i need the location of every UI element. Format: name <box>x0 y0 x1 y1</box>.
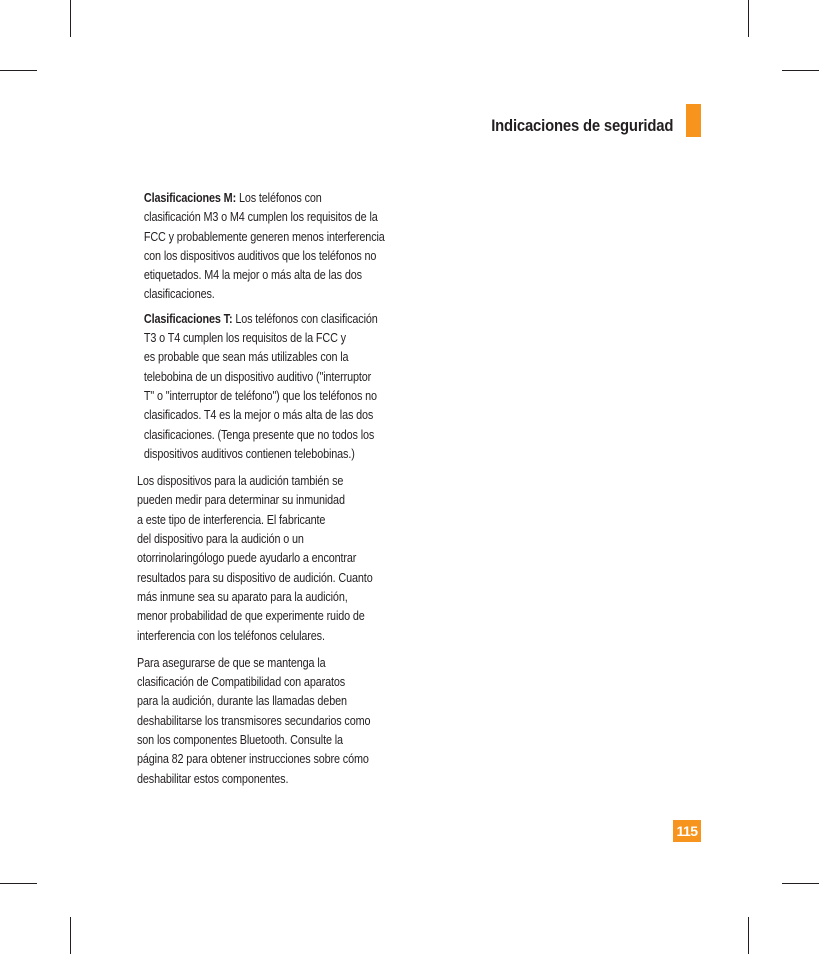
section-title: Indicaciones de seguridad <box>490 117 673 135</box>
text-line: es probable que sean más utilizables con la <box>143 350 349 365</box>
crop-mark-top-left-vertical <box>70 0 71 37</box>
text-line: Para asegurarse de que se mantenga la <box>137 655 326 670</box>
crop-mark-bottom-right-horizontal <box>782 883 819 884</box>
spacer <box>137 464 419 472</box>
crop-mark-top-left-horizontal <box>0 70 37 71</box>
text-line: con los dispositivos auditivos que los teléfonos no <box>143 248 377 263</box>
section-tab-marker <box>686 104 701 137</box>
bluetooth-disable-paragraph <box>137 654 409 789</box>
text-line: clasificaciones. <box>143 287 215 302</box>
text-line: telebobina de un dispositivo auditivo ("interruptor <box>143 369 372 384</box>
text-line: etiquetados. M4 la mejor o más alta de las dos <box>143 268 362 283</box>
spacer <box>137 646 419 654</box>
text-line: Los teléfonos con clasificación <box>232 311 378 326</box>
text-line: son los componentes Bluetooth. Consulte la <box>137 733 343 748</box>
text-line: más inmune sea su aparato para la audición, <box>137 589 348 604</box>
text-line: T3 o T4 cumplen los requisitos de la FCC y <box>143 331 346 346</box>
text-line: clasificación M3 o M4 cumplen los requisitos de la <box>143 210 378 225</box>
page-body <box>137 189 419 789</box>
text-line: del dispositivo para la audición o un <box>137 532 304 547</box>
text-line: deshabilitarse los transmisores secundarios como <box>137 713 371 728</box>
t-rating-label: Clasificaciones T: <box>143 311 233 326</box>
m-rating-paragraph <box>137 189 407 305</box>
text-line: resultados para su dispositivo de audición. Cuanto <box>137 570 373 585</box>
hearing-aid-immunity-paragraph <box>137 472 409 646</box>
text-line: Los dispositivos para la audición también se <box>137 474 344 489</box>
text-line: deshabilitar estos componentes. <box>137 771 289 786</box>
text-line: clasificación de Compatibilidad con aparatos <box>137 675 346 690</box>
text-line: dispositivos auditivos contienen telebobinas.) <box>143 446 355 461</box>
crop-mark-bottom-left-horizontal <box>0 883 37 884</box>
text-line: pueden medir para determinar su inmunidad <box>137 493 345 508</box>
crop-mark-bottom-right-vertical <box>748 917 749 954</box>
crop-mark-top-right-horizontal <box>782 70 819 71</box>
text-line: clasificados. T4 es la mejor o más alta de las dos <box>143 408 374 423</box>
crop-mark-top-right-vertical <box>748 0 749 37</box>
page-number: 115 <box>673 820 701 842</box>
text-line: T" o "interruptor de teléfono") que los teléfonos no <box>143 388 377 403</box>
text-line: FCC y probablemente generen menos interferencia <box>143 229 385 244</box>
text-line: a este tipo de interferencia. El fabricante <box>137 512 326 527</box>
crop-mark-bottom-left-vertical <box>70 917 71 954</box>
text-line: interferencia con los teléfonos celulares. <box>137 628 325 643</box>
text-line: otorrinolaringólogo puede ayudarlo a encontrar <box>137 551 357 566</box>
text-line: para la audición, durante las llamadas deben <box>137 694 347 709</box>
t-rating-paragraph <box>137 310 407 464</box>
text-line: menor probabilidad de que experimente ruido de <box>137 609 365 624</box>
text-line: página 82 para obtener instrucciones sobre cómo <box>137 752 369 767</box>
text-line: Los teléfonos con <box>236 191 322 205</box>
text-line: clasificaciones. (Tenga presente que no todos los <box>143 427 375 442</box>
m-rating-label: Clasificaciones M: <box>143 191 237 205</box>
